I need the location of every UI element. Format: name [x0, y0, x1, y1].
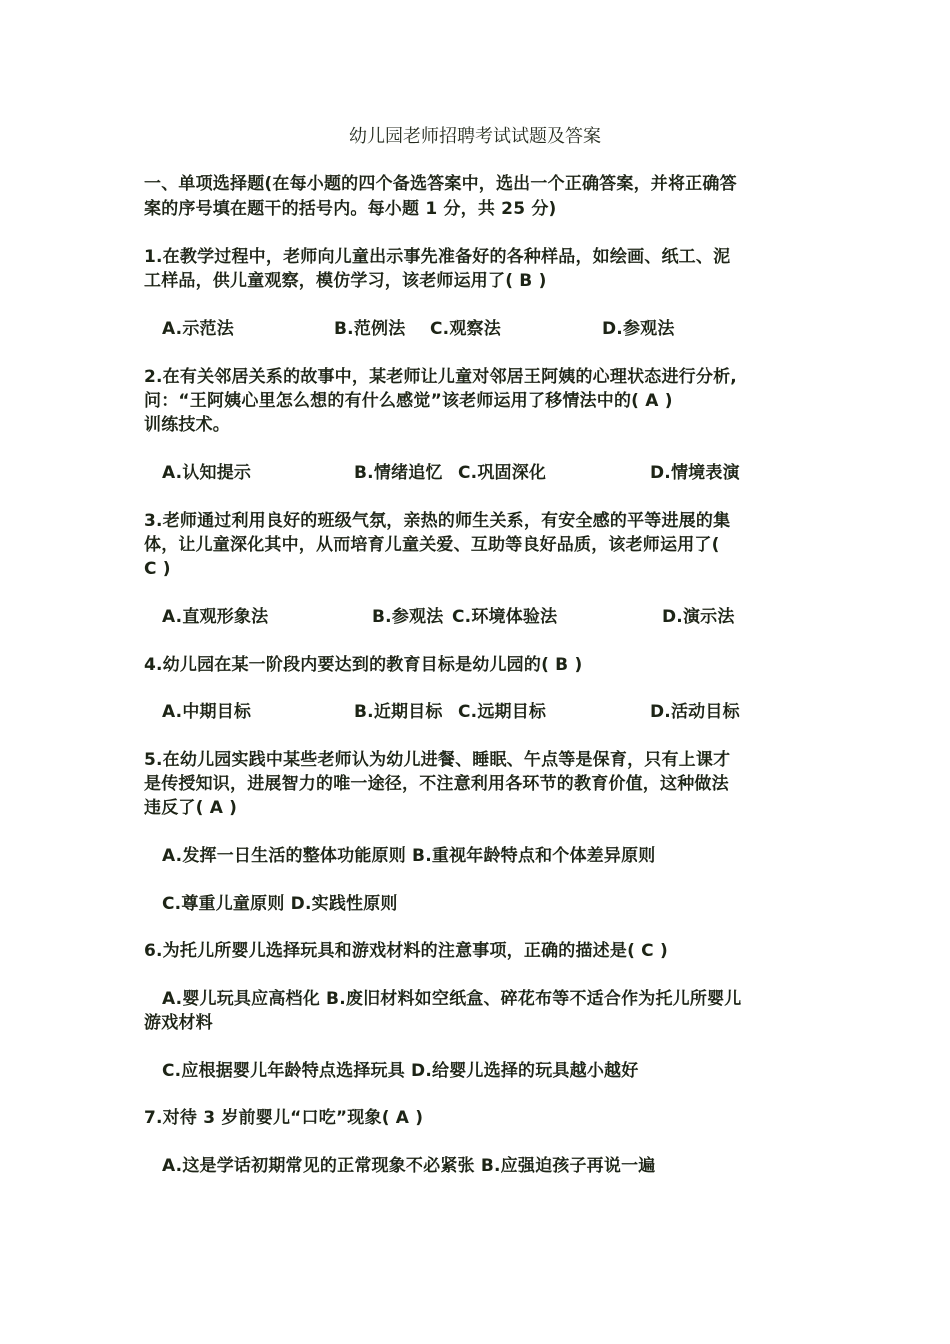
question-3-option-c: C.环境体验法 [452, 607, 558, 627]
question-3-stem-line-3: C ) [144, 559, 171, 579]
question-4-option-c: C.远期目标 [458, 702, 547, 722]
question-6-option-line-3: C.应根据婴儿年龄特点选择玩具 D.给婴儿选择的玩具越小越好 [162, 1061, 639, 1081]
question-2-option-d: D.情境表演 [650, 463, 740, 483]
question-4-stem-line-1: 4.幼儿园在某一阶段内要达到的教育目标是幼儿园的( B ) [144, 655, 583, 675]
question-2-options [162, 461, 782, 485]
question-6-option-line-1: A.婴儿玩具应高档化 B.废旧材料如空纸盒、碎花布等不适合作为托儿所婴儿 [162, 989, 742, 1009]
section-heading-line-2: 案的序号填在题干的括号内。每小题 1 分，共 25 分) [144, 199, 557, 219]
question-4-option-d: D.活动目标 [650, 702, 740, 722]
question-2-option-a: A.认知提示 [162, 463, 252, 483]
page-title: 幼儿园老师招聘考试试题及答案 [349, 126, 601, 147]
question-7-option-line-1: A.这是学话初期常见的正常现象不必紧张 B.应强迫孩子再说一遍 [162, 1156, 656, 1176]
question-1-stem-line-1: 1.在教学过程中，老师向儿童出示事先准备好的各种样品，如绘画、纸工、泥 [144, 247, 731, 267]
question-2-option-c: C.巩固深化 [458, 463, 547, 483]
question-1-option-b: B.范例法 [334, 319, 406, 339]
question-2-option-b: B.情绪追忆 [354, 463, 443, 483]
question-3-stem-line-1: 3.老师通过利用良好的班级气氛，亲热的师生关系，有安全感的平等进展的集 [144, 511, 731, 531]
question-1-options [162, 317, 762, 341]
question-1-option-c: C.观察法 [430, 319, 501, 339]
question-4-option-a: A.中期目标 [162, 702, 252, 722]
question-6-stem-line-1: 6.为托儿所婴儿选择玩具和游戏材料的注意事项，正确的描述是( C ) [144, 941, 668, 961]
question-2-stem-line-2: 问：“王阿姨心里怎么想的有什么感觉”该老师运用了移情法中的( A ) [144, 391, 673, 411]
question-7-stem-line-1: 7.对待 3 岁前婴儿“口吃”现象( A ) [144, 1108, 424, 1128]
question-3-option-b: B.参观法 [372, 607, 444, 627]
question-5-stem-line-2: 是传授知识，进展智力的唯一途径，不注意利用各环节的教育价值，这种做法 [144, 774, 729, 794]
question-1-stem-line-2: 工样品，供儿童观察，模仿学习，该老师运用了( B ) [144, 271, 547, 291]
question-5-stem-line-3: 违反了( A ) [144, 798, 238, 818]
question-3-options [162, 605, 782, 629]
question-3-option-a: A.直观形象法 [162, 607, 269, 627]
question-1-option-d: D.参观法 [602, 319, 675, 339]
question-1-option-a: A.示范法 [162, 319, 234, 339]
question-3-option-d: D.演示法 [662, 607, 735, 627]
question-6-option-line-2: 游戏材料 [144, 1013, 213, 1033]
question-5-option-line-2: C.尊重儿童原则 D.实践性原则 [162, 894, 398, 914]
question-2-stem-line-1: 2.在有关邻居关系的故事中，某老师让儿童对邻居王阿姨的心理状态进行分析, [144, 367, 737, 387]
question-3-stem-line-2: 体，让儿童深化其中，从而培育儿童关爱、互助等良好品质，该老师运用了( [144, 535, 720, 555]
section-heading-line-1: 一、单项选择题(在每小题的四个备选答案中，选出一个正确答案，并将正确答 [144, 174, 737, 194]
question-5-option-line-1: A.发挥一日生活的整体功能原则 B.重视年龄特点和个体差异原则 [162, 846, 656, 866]
question-2-stem-line-3: 训练技术。 [144, 415, 230, 435]
question-5-stem-line-1: 5.在幼儿园实践中某些老师认为幼儿进餐、睡眠、午点等是保育，只有上课才 [144, 750, 731, 770]
question-4-option-b: B.近期目标 [354, 702, 443, 722]
question-4-options [162, 700, 782, 724]
